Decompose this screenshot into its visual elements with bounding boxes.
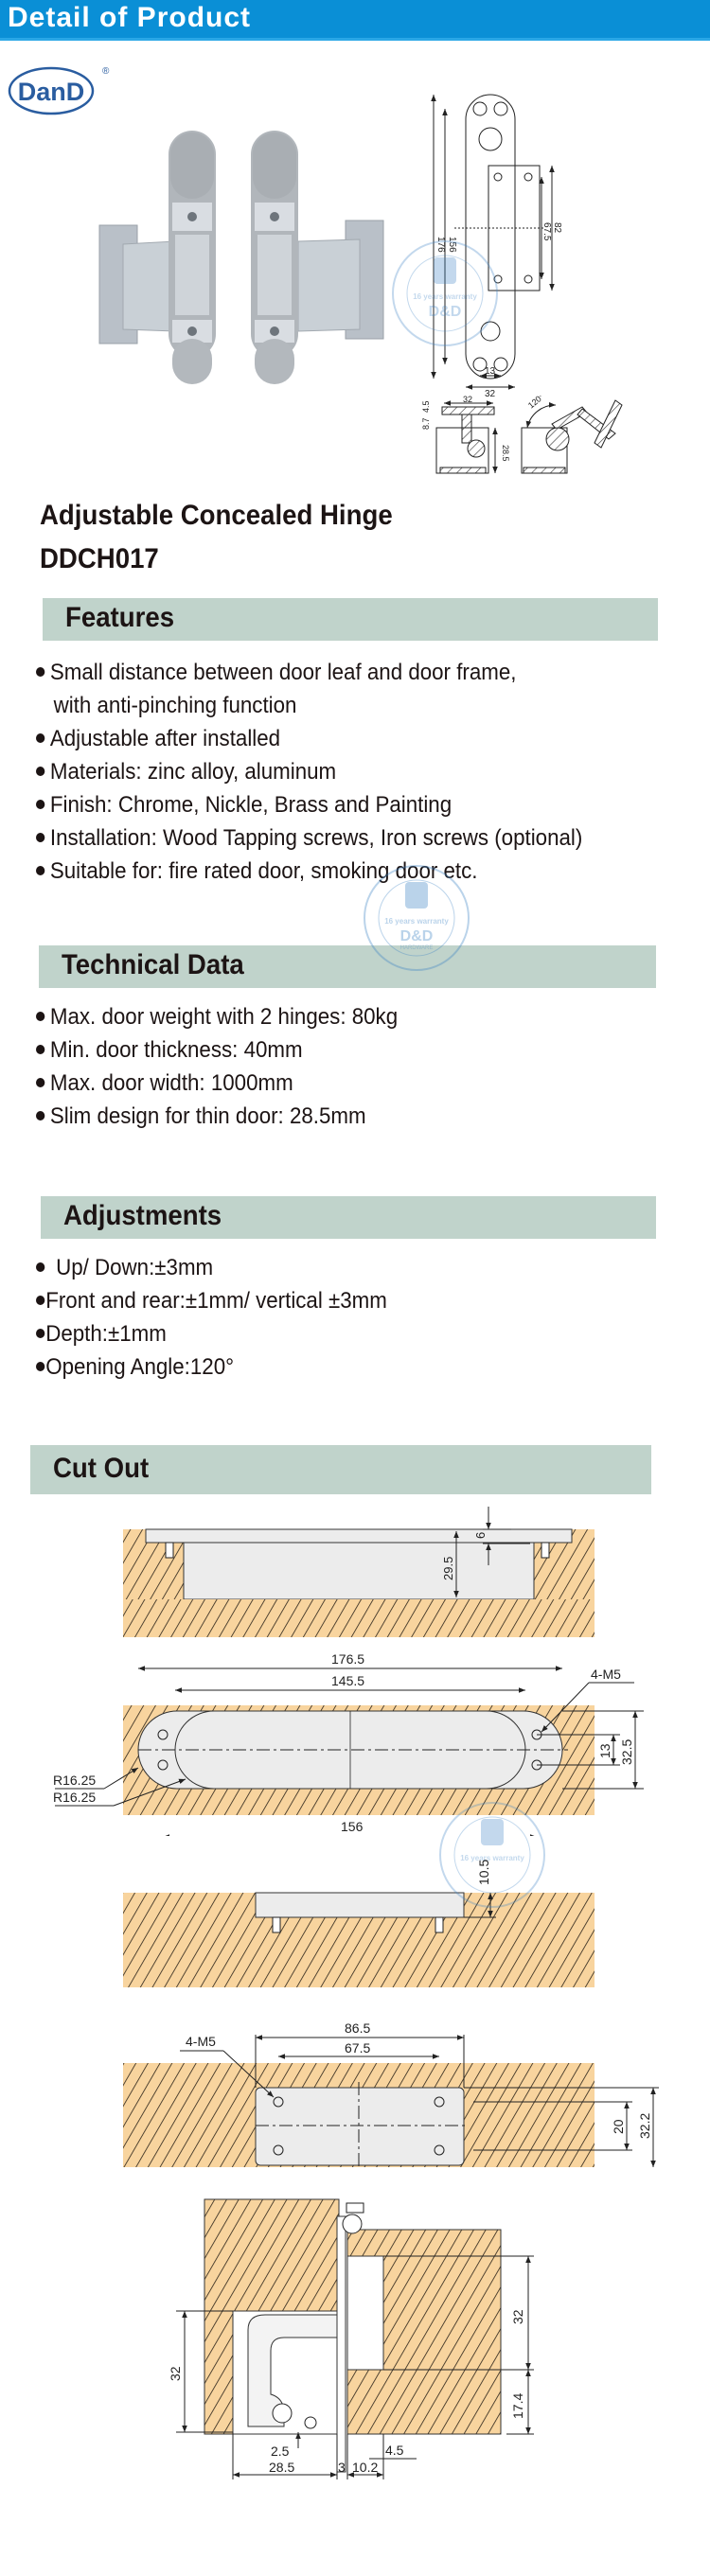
bullet-icon xyxy=(36,733,44,743)
svg-text:20: 20 xyxy=(611,2119,626,2134)
bullet-icon xyxy=(36,866,44,875)
list-item-continuation: with anti-pinching function xyxy=(53,693,297,718)
svg-text:13: 13 xyxy=(485,366,496,377)
svg-text:28.5: 28.5 xyxy=(269,2460,295,2475)
product-code: DDCH017 xyxy=(40,543,159,574)
list-item: Min. door thickness: 40mm xyxy=(36,1033,398,1067)
svg-text:R16.25: R16.25 xyxy=(53,1790,97,1805)
bullet-icon xyxy=(36,667,44,677)
svg-text:HARDWARE: HARDWARE xyxy=(399,945,434,951)
cutout-title: Cut Out xyxy=(53,1453,150,1484)
svg-text:10.2: 10.2 xyxy=(352,2460,379,2475)
svg-text:67.5: 67.5 xyxy=(541,222,552,241)
dand-logo xyxy=(6,62,110,112)
svg-text:8.7: 8.7 xyxy=(421,417,431,430)
list-item: Slim design for thin door: 28.5mm xyxy=(36,1100,398,1133)
svg-text:4-M5: 4-M5 xyxy=(591,1667,621,1682)
svg-text:17.4: 17.4 xyxy=(510,2392,525,2419)
bullet-icon xyxy=(36,1111,44,1120)
list-item: Materials: zinc alloy, aluminum xyxy=(36,755,582,788)
product-name: Adjustable Concealed Hinge xyxy=(40,500,393,531)
list-item: Adjustable after installed xyxy=(36,722,582,755)
svg-text:156: 156 xyxy=(447,237,457,253)
technical-list xyxy=(36,1000,398,1133)
svg-text:D&D: D&D xyxy=(399,928,434,944)
list-item: Opening Angle:120° xyxy=(36,1350,387,1384)
cutout-drawing-side xyxy=(0,1505,710,1599)
bullet-icon xyxy=(36,833,44,842)
svg-text:10.5: 10.5 xyxy=(476,1859,491,1885)
watermark-stamp xyxy=(388,237,502,350)
cutout-drawing-cross-section xyxy=(0,2196,710,2498)
watermark-stamp xyxy=(435,1798,549,1912)
svg-text:32: 32 xyxy=(463,396,473,404)
bullet-icon xyxy=(36,1012,44,1021)
svg-text:4.5: 4.5 xyxy=(421,400,431,413)
list-item: Small distance between door leaf and door frame, xyxy=(36,656,582,689)
features-section-header xyxy=(43,598,658,641)
adjustments-section-header xyxy=(41,1196,656,1239)
svg-text:176: 176 xyxy=(435,237,446,253)
svg-text:67.5: 67.5 xyxy=(345,2040,371,2056)
svg-text:176.5: 176.5 xyxy=(331,1651,365,1667)
svg-text:16 years warranty: 16 years warranty xyxy=(384,917,449,926)
watermark-stamp xyxy=(360,861,473,975)
product-photo xyxy=(85,123,398,388)
features-title: Features xyxy=(65,602,175,633)
svg-text:13: 13 xyxy=(597,1743,612,1758)
features-list xyxy=(36,656,582,888)
svg-text:6: 6 xyxy=(473,1531,488,1539)
list-item: Finish: Chrome, Nickle, Brass and Painting xyxy=(36,788,582,821)
bullet-icon xyxy=(36,1262,44,1272)
bullet-icon xyxy=(36,1329,44,1338)
bullet-icon xyxy=(36,1045,44,1054)
list-item: Front and rear:±1mm/ vertical ±3mm xyxy=(36,1284,387,1317)
hinge-section-drawings xyxy=(421,396,705,481)
svg-text:32: 32 xyxy=(168,2366,183,2381)
bullet-icon xyxy=(36,1078,44,1087)
bullet-icon xyxy=(36,1362,44,1371)
cutout-section-header xyxy=(30,1445,651,1494)
cutout-drawing-frame xyxy=(0,2006,710,2167)
list-item: Max. door weight with 2 hinges: 80kg xyxy=(36,1000,398,1033)
svg-text:®: ® xyxy=(102,66,110,77)
bullet-icon xyxy=(36,800,44,809)
technical-section-header xyxy=(39,945,656,988)
header-title: Detail of Product xyxy=(8,2,252,33)
bullet-icon xyxy=(36,1296,44,1305)
svg-text:28.5: 28.5 xyxy=(501,445,510,462)
svg-text:82: 82 xyxy=(552,222,562,234)
cutout-drawing-depth xyxy=(0,1855,710,1987)
bullet-icon xyxy=(36,767,44,776)
svg-text:16 years warranty: 16 years warranty xyxy=(460,1854,524,1862)
svg-text:16 years warranty: 16 years warranty xyxy=(413,292,477,301)
adjustments-list xyxy=(36,1251,387,1384)
svg-text:32: 32 xyxy=(510,2309,525,2324)
svg-text:DanD: DanD xyxy=(17,78,85,106)
list-item: Max. door width: 1000mm xyxy=(36,1067,398,1100)
svg-text:32.5: 32.5 xyxy=(619,1738,634,1765)
svg-text:R16.25: R16.25 xyxy=(53,1773,97,1788)
svg-text:D&D: D&D xyxy=(428,304,462,320)
svg-text:156: 156 xyxy=(341,1819,364,1834)
list-item: Depth:±1mm xyxy=(36,1317,387,1350)
header-bar xyxy=(0,0,710,41)
adjustments-title: Adjustments xyxy=(63,1200,222,1231)
svg-text:86.5: 86.5 xyxy=(345,2020,371,2036)
cutout-drawing-front xyxy=(0,1599,710,1836)
svg-text:4-M5: 4-M5 xyxy=(186,2034,216,2049)
svg-text:2.5: 2.5 xyxy=(271,2444,290,2459)
list-item: Installation: Wood Tapping screws, Iron screws (optional) xyxy=(36,821,582,855)
list-item: Up/ Down:±3mm xyxy=(36,1251,387,1284)
svg-text:145.5: 145.5 xyxy=(331,1673,365,1688)
svg-text:120°: 120° xyxy=(525,396,546,411)
svg-text:29.5: 29.5 xyxy=(441,1556,455,1580)
svg-text:32.2: 32.2 xyxy=(637,2112,652,2139)
technical-title: Technical Data xyxy=(62,949,244,980)
list-item: Suitable for: fire rated door, smoking door etc. xyxy=(36,855,582,888)
svg-text:32: 32 xyxy=(485,389,496,399)
svg-text:3: 3 xyxy=(338,2460,346,2475)
svg-text:4.5: 4.5 xyxy=(385,2443,404,2458)
